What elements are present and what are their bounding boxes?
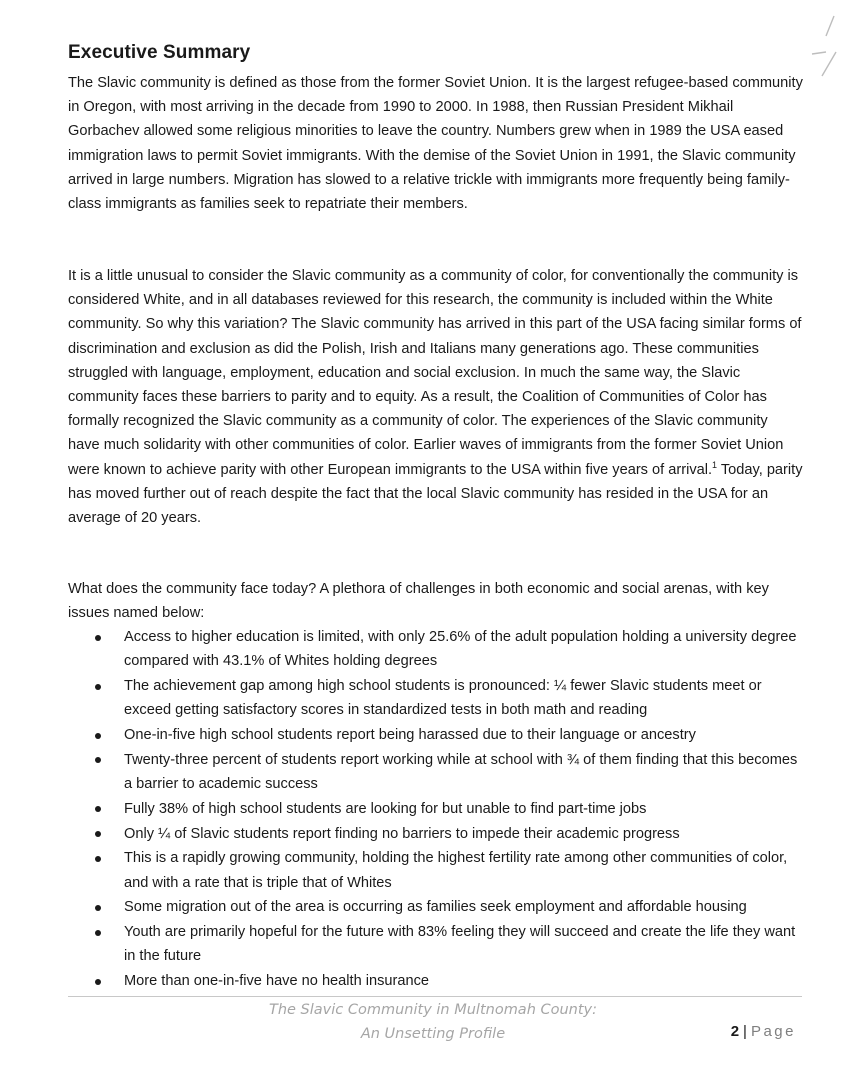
list-item: [68, 723, 808, 747]
bullet-icon: [95, 905, 101, 911]
list-item-text: Twenty-three percent of students report working while at school with ¾ of them finding that this becomes a barrier to academic success: [124, 751, 798, 792]
key-issues-list: [68, 625, 808, 994]
list-item: [68, 846, 808, 894]
list-item: [68, 625, 808, 673]
list-item-text: This is a rapidly growing community, holding the highest fertility rate among other communities of color, and with a rate that is triple that of Whites: [124, 850, 788, 891]
bullet-icon: [95, 733, 101, 739]
page-number: 2: [730, 1023, 740, 1040]
list-item-text: The achievement gap among high school students is pronounced: ¼ fewer Slavic students meet or exceed getting satisfactory scores in standardized tests in both math and reading: [124, 678, 762, 719]
bullet-icon: [95, 979, 101, 985]
footer-title-line-1: The Slavic Community in Multnomah County:: [268, 1002, 598, 1018]
footer-divider: [68, 996, 802, 997]
bullet-icon: [95, 757, 101, 763]
page-separator: |: [743, 1023, 747, 1040]
list-item: [68, 920, 808, 968]
page-number-label: [731, 1023, 796, 1040]
list-item-text: Access to higher education is limited, with only 25.6% of the adult population holding a university degree compared with 43.1% of Whites holding degrees: [124, 629, 797, 670]
list-item-text: Only ¼ of Slavic students report finding no barriers to impede their academic progress: [124, 825, 680, 842]
bullet-icon: [95, 806, 101, 812]
list-item: [68, 895, 808, 919]
corner-pen-mark: [804, 12, 844, 82]
list-item-text: Fully 38% of high school students are looking for but unable to find part-time jobs: [124, 800, 647, 817]
footer-title-line-2: An Unsetting Profile: [360, 1026, 506, 1042]
paragraph-2-text-continued: Today, parity has moved further out of reach despite the fact that the local Slavic community has resided in the USA for an average of 20 years.: [68, 461, 803, 527]
bullet-icon: [95, 635, 101, 641]
paragraph-community-of-color: [68, 264, 803, 530]
paragraph-challenges-intro: What does the community face today? A plethora of challenges in both economic and social arenas, with key issues named below:: [68, 581, 769, 622]
list-item: [68, 748, 808, 796]
bullet-icon: [95, 856, 101, 862]
list-item: [68, 969, 808, 993]
paragraph-2-text: It is a little unusual to consider the Slavic community as a community of color, for conventionally the community is considered White, and in all databases reviewed for this research, the community is included within the White community. So why this variation? The Slavic community has arrived in this part of the USA facing similar forms of discrimination and exclusion as did the Polish, Irish and Italians many generations ago. These communities struggled with language, employment, education and social exclusion. In much the same way, the Slavic community faces these barriers to parity and to equity. As a result, the Coalition of Communities of Color has formally recognized the Slavic community as a community of color. The experiences of the Slavic community have much solidarity with other communities of color. Earlier waves of immigrants from the former Soviet Union were known to achieve parity with other European immigrants to the USA within five years of arrival.: [68, 268, 802, 478]
paragraph-history: The Slavic community is defined as those from the former Soviet Union. It is the largest refugee-based community in Oregon, with most arriving in the decade from 1990 to 2000. In 1988, then Russian President Mikhail Gorbachev allowed some religious minorities to leave the country. Numbers grew when in 1989 the USA eased immigration laws to permit Soviet immigrants. With the demise of the Soviet Union in 1991, the Slavic community arrived in large numbers. Migration has slowed to a relative trickle with immigrants more frequently being family-class immigrants as families seek to repatriate their members.: [68, 75, 803, 213]
bullet-icon: [95, 930, 101, 936]
bullet-icon: [95, 831, 101, 837]
footer-document-title: [220, 998, 646, 1046]
section-heading: Executive Summary: [68, 42, 251, 63]
list-item-text: Some migration out of the area is occurring as families seek employment and affordable housing: [124, 899, 747, 916]
list-item: [68, 674, 808, 722]
bullet-icon: [95, 684, 101, 690]
footnote-reference[interactable]: 1: [712, 459, 718, 470]
list-item-text: More than one-in-five have no health insurance: [124, 973, 430, 990]
list-item-text: Youth are primarily hopeful for the future with 83% feeling they will succeed and create the life they want in the future: [124, 924, 796, 965]
page-word: Page: [750, 1023, 796, 1040]
list-item: [68, 797, 808, 821]
list-item-text: One-in-five high school students report being harassed due to their language or ancestry: [124, 727, 696, 743]
list-item: [68, 822, 808, 846]
